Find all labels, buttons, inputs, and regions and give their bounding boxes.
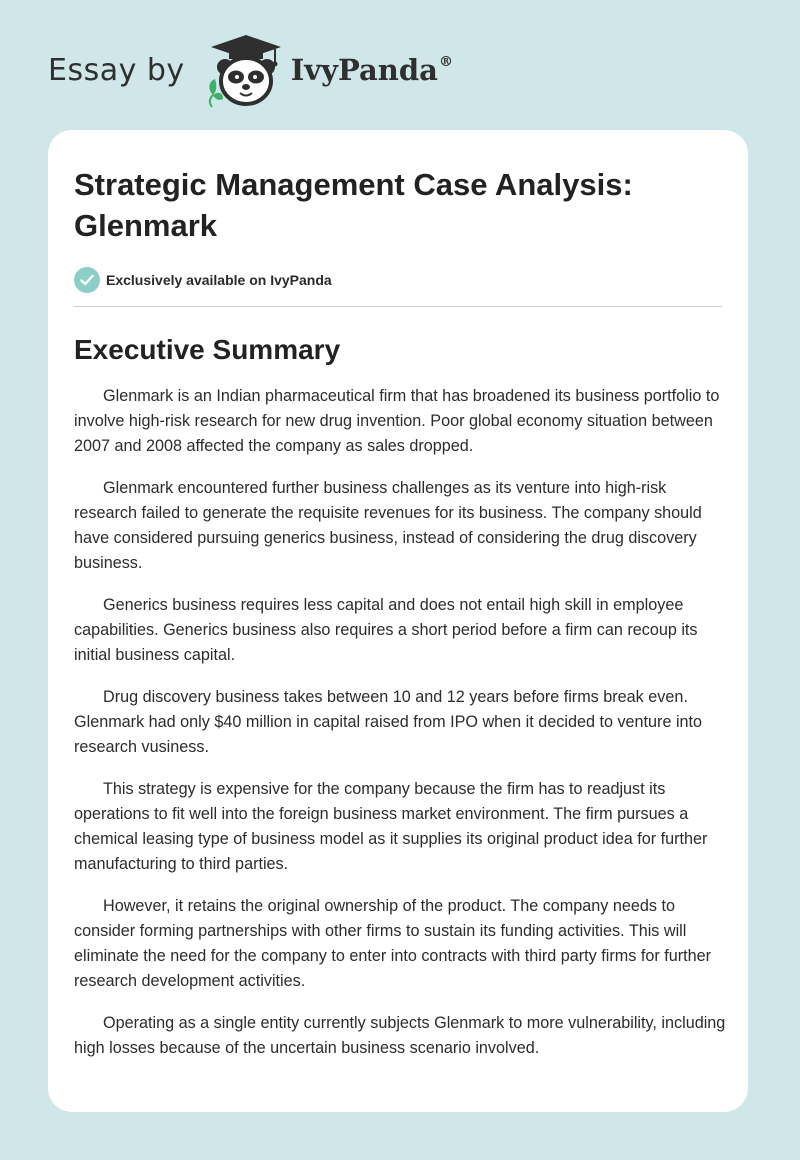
panda-graduate-icon[interactable] (203, 31, 289, 109)
paragraph: However, it retains the original ownership of the product. The company needs to consider forming partnerships with other firms to sustain its funding activities. This will eliminate the need for the company to enter into contracts with third party firms for further research development activities. (74, 897, 712, 990)
paragraph: Generics business requires less capital and does not entail high skill in employee capabilities. Generics business also requires a short period before a firm can recoup its initial business capital. (74, 596, 698, 664)
brand-name[interactable] (291, 53, 453, 87)
check-icon (74, 267, 100, 293)
paragraph: Glenmark encountered further business challenges as its venture into high-risk research failed to generate the requisite revenues for its business. The company should have considered pursuing generics business, instead of considering the drug discovery business. (74, 479, 702, 572)
paragraph: Drug discovery business takes between 10 and 12 years before firms break even. Glenmark had only $40 million in capital raised from IPO when it decided to venture into research vusiness. (74, 688, 703, 756)
paragraph: Glenmark is an Indian pharmaceutical firm that has broadened its business portfolio to involve high-risk research for new drug invention. Poor global economy situation between 2007 and 2008 affected the company as sales dropped. (74, 387, 720, 455)
brand-name-text: IvyPanda (290, 53, 438, 87)
site-header (48, 30, 453, 110)
paragraph: Operating as a single entity currently subjects Glenmark to more vulnerability, including high losses because of the uncertain business scenario involved. (74, 1014, 726, 1057)
essay-by-label: Essay by (48, 52, 185, 88)
paragraph: This strategy is expensive for the company because the firm has to readjust its operations to fit well into the foreign business market environment. The firm pursues a chemical leasing type of business model as it supplies its original product idea for further manufacturing to third parties. (74, 780, 708, 873)
page-title: Strategic Management Case Analysis: Glenmark (74, 167, 633, 243)
essay-card (48, 130, 748, 1112)
registered-mark: ® (438, 54, 453, 70)
exclusive-notice (74, 266, 722, 294)
exclusive-label: Exclusively available on IvyPanda (106, 272, 332, 288)
section-title: Executive Summary (74, 334, 341, 365)
essay-body (74, 384, 726, 1061)
divider (74, 306, 722, 307)
